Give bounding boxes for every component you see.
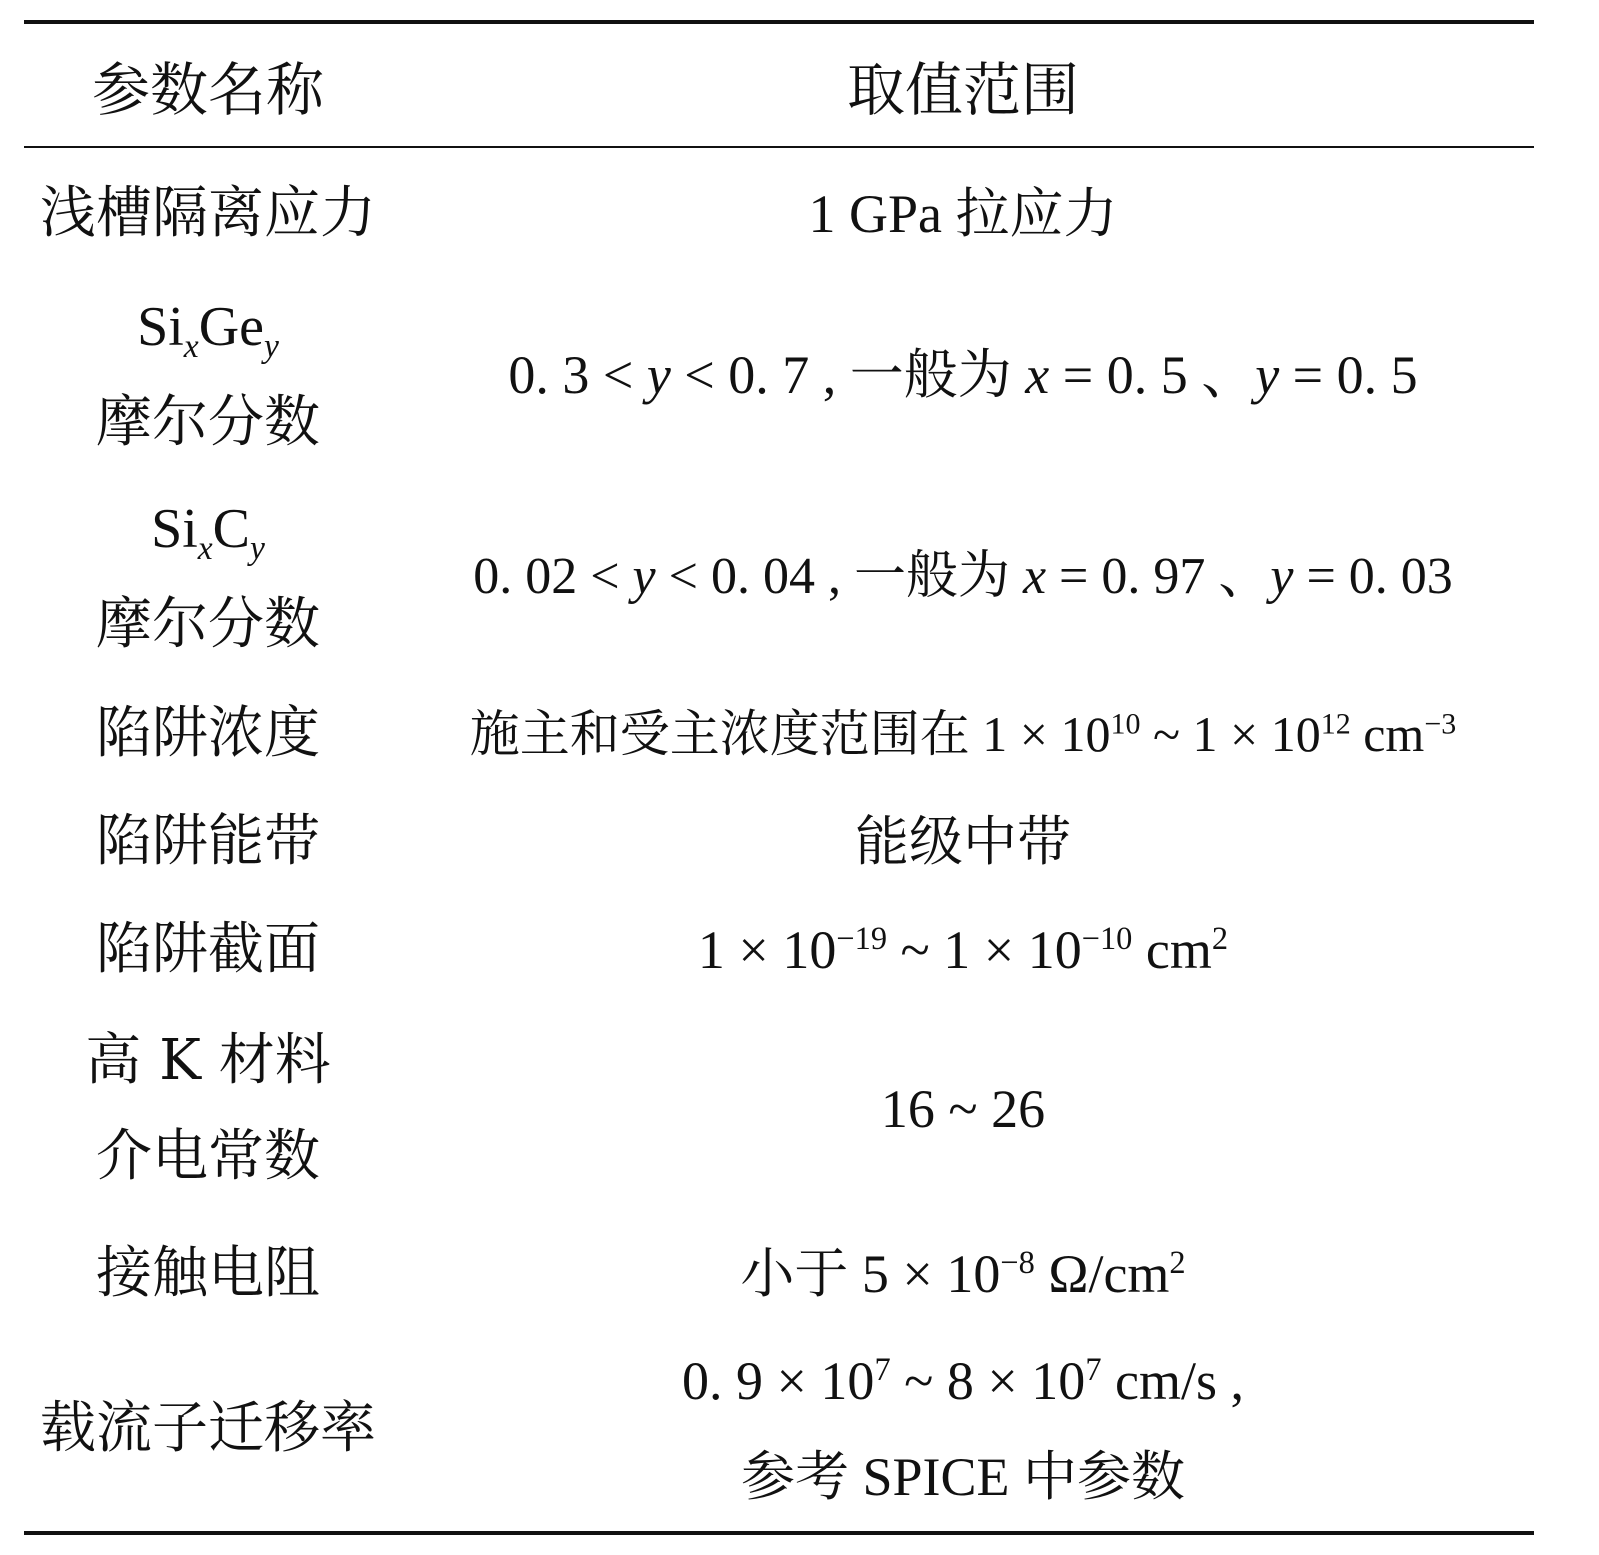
table-row [24, 1224, 1534, 1324]
formula-label: $Si_xC_y$ [151, 498, 265, 568]
row-value: 1 GPa 拉应力 [808, 184, 1118, 244]
bottom-rule [24, 1531, 1534, 1535]
table-row [24, 684, 1534, 784]
row-label [24, 1013, 392, 1205]
label-line-2: 介电常数 [96, 1124, 320, 1189]
row-value: 0. 02 < y < 0. 04 , 一般为 x = 0. 97 、y = 0. 03 [473, 548, 1453, 605]
value-line-1: 0. $9 \times 10^7$ ~ $8 \times 10^7$ cm/s , [681, 1351, 1245, 1411]
row-label: 载流子迁移率 [40, 1396, 376, 1461]
row-label [24, 481, 392, 673]
row-label: 接触电阻 [96, 1241, 320, 1306]
formula-label: $Si_xGe_y$ [137, 296, 279, 366]
table-row [24, 162, 1534, 266]
row-label: 陷阱截面 [96, 917, 320, 982]
table-row [24, 1014, 1534, 1204]
header-param-name: 参数名称 [91, 56, 324, 124]
row-value: 16 ~ 26 [880, 1079, 1046, 1139]
row-value: 0. 3 < y < 0. 7 , 一般为 x = 0. 5 、y = 0. 5 [508, 345, 1418, 405]
header-value-range: 取值范围 [846, 56, 1079, 124]
row-value [392, 1333, 1534, 1525]
row-label [24, 279, 392, 471]
table-row [24, 792, 1534, 892]
value-line-2: 参考 SPICE 中参数 [740, 1447, 1186, 1507]
top-rule [24, 20, 1534, 24]
label-line-1: 高 K 材料 [85, 1028, 331, 1093]
label-line-2: 摩尔分数 [96, 592, 320, 657]
header-rule [24, 146, 1534, 148]
row-value: $1 \times 10^{-19}$ ~ $1 \times 10^{-10}$ $cm^2$ [697, 920, 1229, 980]
row-label: 陷阱能带 [96, 809, 320, 874]
row-value: 小于 $5 \times 10^{-8}$ $\Omega/cm^2$ [740, 1244, 1186, 1304]
table-header [24, 38, 1534, 142]
table-row [24, 482, 1534, 672]
label-line-2: 摩尔分数 [96, 390, 320, 455]
row-value: 能级中带 [855, 810, 1071, 873]
row-value: 施主和受主浓度范围在 $1 \times 10^{10}$ ~ $1 \times 10^{12}$ $cm^{-3}$ [469, 706, 1457, 762]
table-row [24, 1334, 1534, 1524]
row-label: 陷阱浓度 [96, 701, 320, 766]
row-label: 浅槽隔离应力 [40, 181, 376, 246]
table-row [24, 280, 1534, 470]
table-row [24, 900, 1534, 1000]
